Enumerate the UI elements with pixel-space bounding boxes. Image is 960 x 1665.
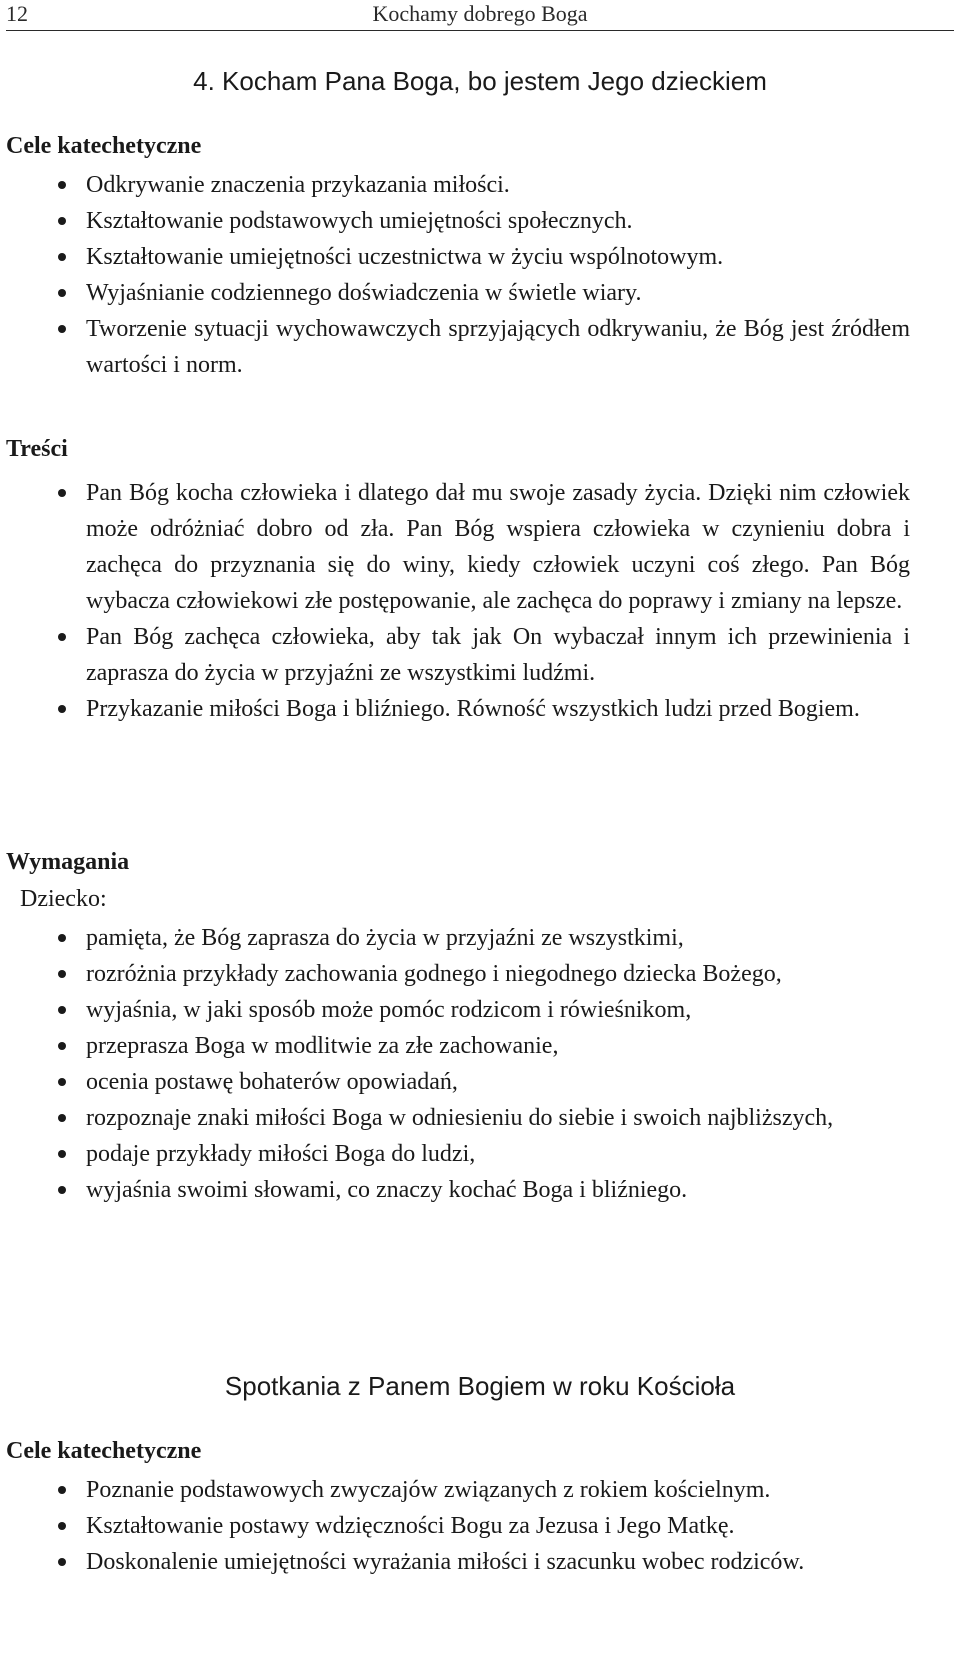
bullet-icon xyxy=(58,1186,66,1194)
list-item-text: Pan Bóg kocha człowieka i dlatego dał mu swoje zasady życia. Dzięki nim człowiek może odróżniać dobro od zła. Pan Bóg wspiera człowieka w czynieniu dobra i zachęca do przyznania się do winy, kiedy człowiek uczyni coś złego. Pan Bóg wybacza człowiekowi złe postępowanie, ale zachęca do poprawy i zmiany na lepsze. xyxy=(86,480,910,614)
list-item xyxy=(0,239,910,275)
section-cele-heading: Cele katechetyczne xyxy=(6,1438,202,1464)
list-item-text: rozpoznaje znaki miłości Boga w odniesieniu do siebie i swoich najbliższych, xyxy=(86,1105,834,1131)
bullet-icon xyxy=(58,1114,66,1122)
list-item-text: Wyjaśnianie codziennego doświadczenia w świetle wiary. xyxy=(86,280,642,306)
bullet-icon xyxy=(58,1558,66,1566)
tresci-heading: Treści xyxy=(6,436,68,462)
list-item-text: Tworzenie sytuacji wychowawczych sprzyjających odkrywaniu, że Bóg jest źródłem wartości i norm. xyxy=(86,316,910,378)
list-item-text: Kształtowanie postawy wdzięczności Bogu za Jezusa i Jego Matkę. xyxy=(86,1513,735,1539)
running-header xyxy=(6,0,954,31)
bullet-icon xyxy=(58,489,66,497)
cele-heading: Cele katechetyczne xyxy=(6,133,202,159)
list-item xyxy=(0,956,910,992)
list-item xyxy=(0,275,910,311)
list-item xyxy=(0,1028,910,1064)
list-item-text: wyjaśnia swoimi słowami, co znaczy kochać Boga i bliźniego. xyxy=(86,1177,688,1203)
section-title: Spotkania z Panem Bogiem w roku Kościoła xyxy=(224,1371,736,1401)
list-item-text: Kształtowanie umiejętności uczestnictwa w życiu wspólnotowym. xyxy=(86,244,724,270)
bullet-icon xyxy=(58,1006,66,1014)
list-item xyxy=(0,203,910,239)
list-item xyxy=(0,1472,910,1508)
wymagania-heading: Wymagania xyxy=(6,849,130,875)
list-item xyxy=(0,1508,910,1544)
tresci-list xyxy=(0,475,910,727)
bullet-icon xyxy=(58,217,66,225)
chapter-title: 4. Kocham Pana Boga, bo jestem Jego dzieckiem xyxy=(193,66,767,96)
list-item xyxy=(0,920,910,956)
list-item-text: podaje przykłady miłości Boga do ludzi, xyxy=(86,1141,476,1167)
bullet-icon xyxy=(58,181,66,189)
list-item-text: Pan Bóg zachęca człowieka, aby tak jak On wybaczał innym ich przewinienia i zaprasza do życia w przyjaźni ze wszystkimi ludźmi. xyxy=(86,624,910,686)
list-item-text: Odkrywanie znaczenia przykazania miłości. xyxy=(86,172,510,198)
list-item xyxy=(0,311,910,383)
list-item-text: ocenia postawę bohaterów opowiadań, xyxy=(86,1069,458,1095)
list-item-text: Przykazanie miłości Boga i bliźniego. Równość wszystkich ludzi przed Bogiem. xyxy=(86,696,860,722)
bullet-icon xyxy=(58,1522,66,1530)
list-item xyxy=(0,1100,910,1136)
list-item xyxy=(0,1064,910,1100)
bullet-icon xyxy=(58,1150,66,1158)
list-item-text: Kształtowanie podstawowych umiejętności społecznych. xyxy=(86,208,633,234)
bullet-icon xyxy=(58,705,66,713)
list-item xyxy=(0,619,910,691)
bullet-icon xyxy=(58,934,66,942)
list-item-text: pamięta, że Bóg zaprasza do życia w przyjaźni ze wszystkimi, xyxy=(86,925,684,951)
running-title: Kochamy dobrego Boga xyxy=(372,1,588,26)
wymagania-list xyxy=(0,920,910,1208)
list-item-text: Poznanie podstawowych zwyczajów związanych z rokiem kościelnym. xyxy=(86,1477,771,1503)
bullet-icon xyxy=(58,1042,66,1050)
list-item-text: przeprasza Boga w modlitwie za złe zachowanie, xyxy=(86,1033,559,1059)
bullet-icon xyxy=(58,633,66,641)
list-item-text: rozróżnia przykłady zachowania godnego i niegodnego dziecka Bożego, xyxy=(86,961,782,987)
bullet-icon xyxy=(58,1486,66,1494)
list-item xyxy=(0,691,910,727)
list-item xyxy=(0,1172,910,1208)
wymagania-intro: Dziecko: xyxy=(20,886,107,912)
list-item xyxy=(0,167,910,203)
bullet-icon xyxy=(58,289,66,297)
list-item xyxy=(0,475,910,619)
bullet-icon xyxy=(58,325,66,333)
page-number: 12 xyxy=(6,1,28,26)
cele-list xyxy=(0,167,910,383)
list-item xyxy=(0,992,910,1028)
list-item-text: Doskonalenie umiejętności wyrażania miłości i szacunku wobec rodziców. xyxy=(86,1549,805,1575)
bullet-icon xyxy=(58,1078,66,1086)
list-item xyxy=(0,1136,910,1172)
bullet-icon xyxy=(58,970,66,978)
bullet-icon xyxy=(58,253,66,261)
list-item-text: wyjaśnia, w jaki sposób może pomóc rodzicom i rówieśnikom, xyxy=(86,997,692,1023)
section-cele-list xyxy=(0,1472,910,1580)
list-item xyxy=(0,1544,910,1580)
